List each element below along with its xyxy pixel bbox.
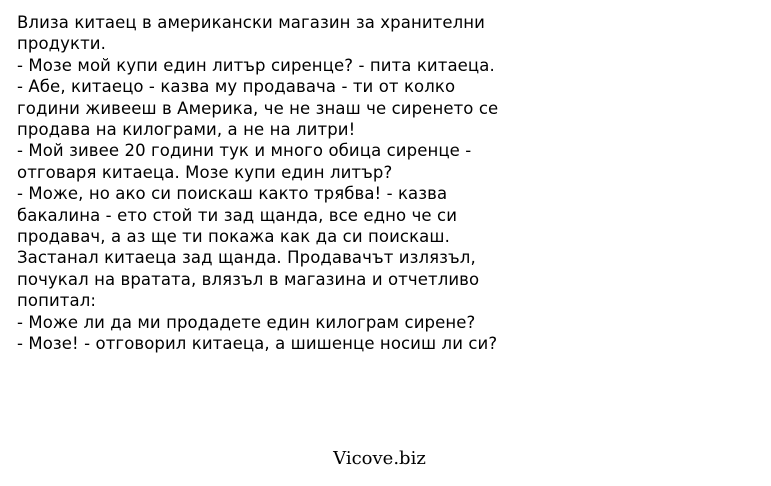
joke-line: продавач, а аз ще ти покажа как да си поискаш. [17,227,450,247]
joke-line: попитал: [17,291,97,311]
joke-line: Влиза китаец в американски магазин за хранителни [17,13,485,32]
joke-line: - Може, но ако си поискаш както трябва! - казва [17,184,448,204]
joke-line: - Може ли да ми продадете един килограм сирене? [17,312,476,332]
joke-line: Застанал китаеца зад щанда. Продавачът излязъл, [17,248,476,268]
site-watermark: Vicove.biz [333,448,426,469]
joke-line: години живееш в Америка, че не знаш че сиренето се [17,98,499,118]
joke-line: продава на килограми, а не на литри! [17,120,356,140]
joke-line: - Мозе мой купи един литър сиренце? - пита китаеца. [17,55,495,75]
joke-text [17,12,757,355]
joke-line: бакалина - ето стой ти зад щанда, все едно че си [17,205,458,225]
joke-line: почукал на вратата, влязъл в магазина и отчетливо [17,269,480,289]
joke-line: отговаря китаеца. Мозе купи един литър? [17,162,393,182]
joke-line: - Абе, китаецо - казва му продавача - ти от колко [17,77,456,97]
joke-line: - Мозе! - отговорил китаеца, а шишенце носиш ли си? [17,334,498,354]
joke-line: - Мой зивее 20 години тук и много обица сиренце - [17,141,472,161]
joke-line: продукти. [17,34,106,54]
